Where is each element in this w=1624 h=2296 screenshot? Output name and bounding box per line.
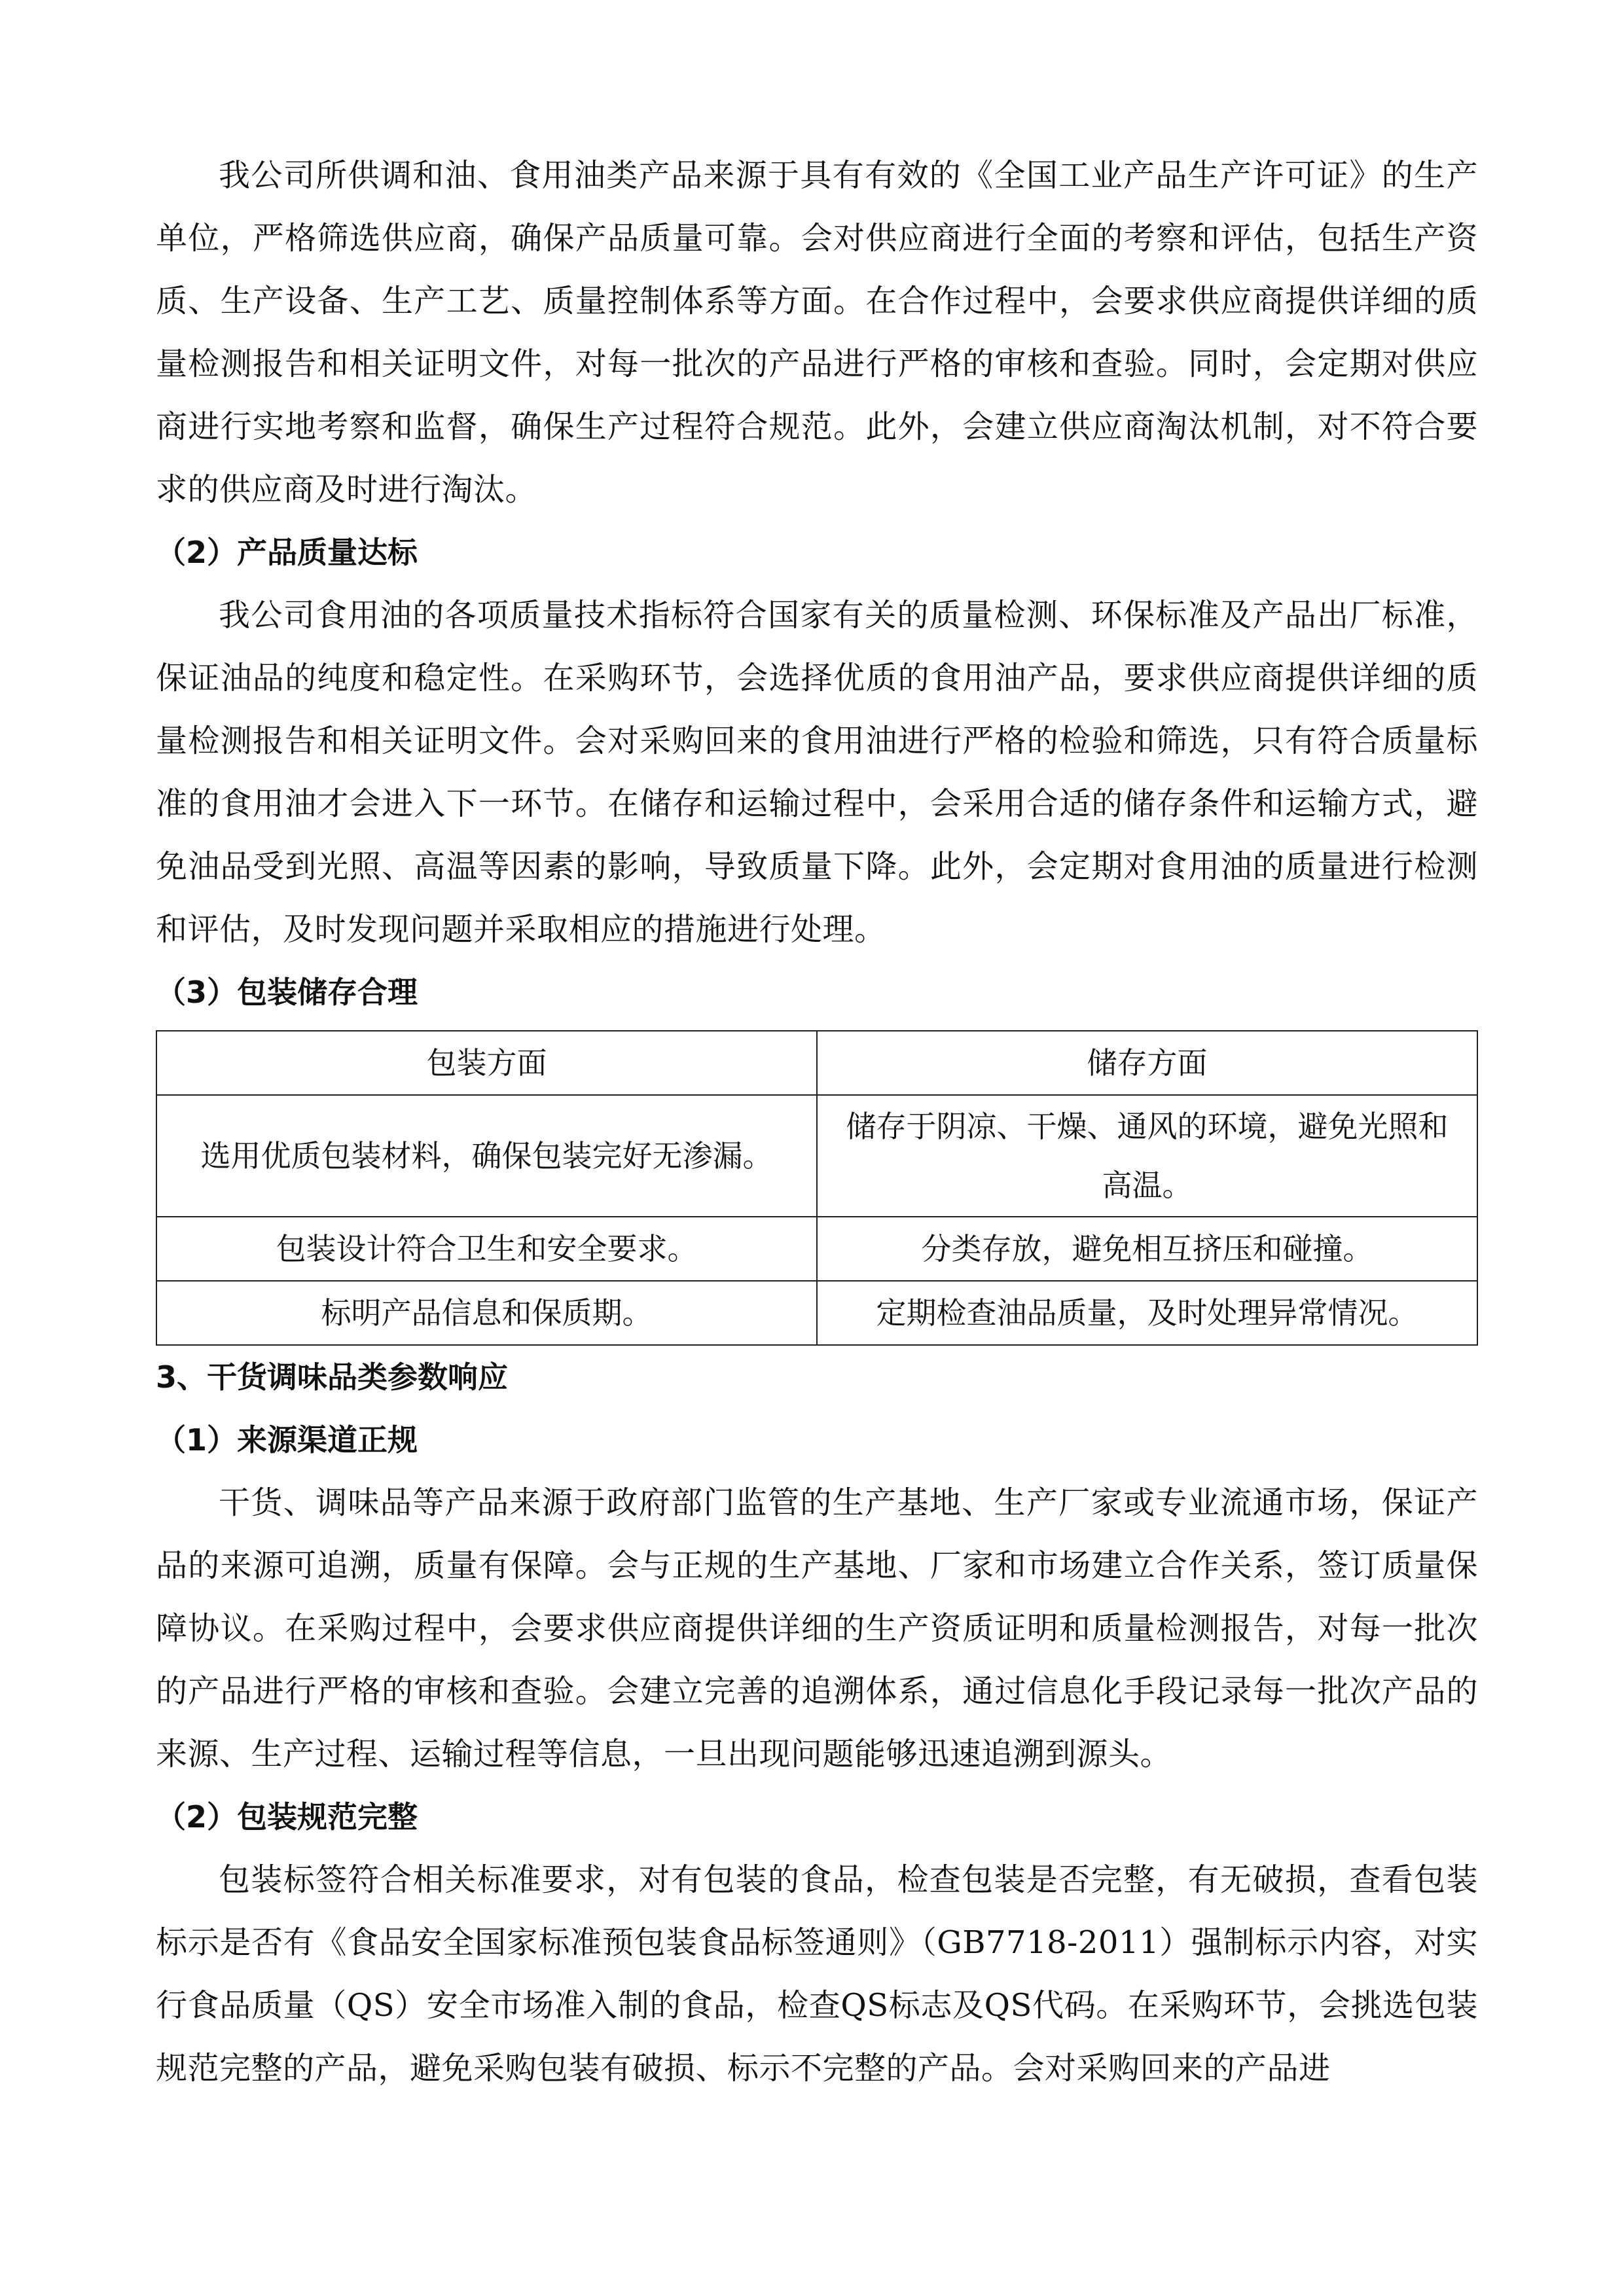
heading-source-channel: （1）来源渠道正规 [156, 1422, 418, 1458]
table-cell: 标明产品信息和保质期。 [156, 1281, 817, 1345]
table-row [156, 1217, 1477, 1281]
paragraph-source-channel: 干货、调味品等产品来源于政府部门监管的生产基地、生产厂家或专业流通市场，保证产品的来源可追溯，质量有保障。会与正规的生产基地、厂家和市场建立合作关系，签订质量保障协议。在采购过程中，会要求供应商提供详细的生产资质证明和质量检测报告，对每一批次的产品进行严格的审核和查验。会建立完善的追溯体系，通过信息化手段记录每一批次产品的来源、生产过程、运输过程等信息，一旦出现问题能够迅速追溯到源头。 [156, 1484, 1478, 1772]
paragraph-product-quality: 我公司食用油的各项质量技术指标符合国家有关的质量检测、环保标准及产品出厂标准，保证油品的纯度和稳定性。在采购环节，会选择优质的食用油产品，要求供应商提供详细的质量检测报告和相关证明文件。会对采购回来的食用油进行严格的检验和筛选，只有符合质量标准的食用油才会进入下一环节。在储存和运输过程中，会采用合适的储存条件和运输方式，避免油品受到光照、高温等因素的影响，导致质量下降。此外，会定期对食用油的质量进行检测和评估，及时发现问题并采取相应的措施进行处理。 [156, 597, 1478, 948]
heading-packaging-standard: （2）包装规范完整 [156, 1799, 418, 1835]
heading-dry-goods-seasoning: 3、干货调味品类参数响应 [156, 1359, 509, 1395]
table-row [156, 1281, 1477, 1345]
heading-packaging-storage: （3）包装储存合理 [156, 975, 418, 1010]
table-cell: 储存于阴凉、干燥、通风的环境，避免光照和高温。 [817, 1095, 1477, 1217]
table-cell: 分类存放，避免相互挤压和碰撞。 [817, 1217, 1477, 1281]
table-header-row [156, 1031, 1477, 1095]
packaging-storage-table [156, 1030, 1478, 1346]
paragraph-packaging-standard: 包装标签符合相关标准要求，对有包装的食品，检查包装是否完整，有无破损，查看包装标示是否有《食品安全国家标准预包装食品标签通则》（GB7718-2011）强制标示内容，对实行食品质量（QS）安全市场准入制的食品，检查QS标志及QS代码。在采购环节，会挑选包装规范完整的产品，避免采购包装有破损、标示不完整的产品。会对采购回来的产品进 [156, 1861, 1478, 2087]
table-cell: 包装设计符合卫生和安全要求。 [156, 1217, 817, 1281]
document-page [156, 144, 1478, 2100]
paragraph-supplier-screening: 我公司所供调和油、食用油类产品来源于具有有效的《全国工业产品生产许可证》的生产单位，严格筛选供应商，确保产品质量可靠。会对供应商进行全面的考察和评估，包括生产资质、生产设备、生产工艺、质量控制体系等方面。在合作过程中，会要求供应商提供详细的质量检测报告和相关证明文件，对每一批次的产品进行严格的审核和查验。同时，会定期对供应商进行实地考察和监督，确保生产过程符合规范。此外，会建立供应商淘汰机制，对不符合要求的供应商及时进行淘汰。 [156, 157, 1478, 508]
table-row [156, 1095, 1477, 1217]
heading-product-quality: （2）产品质量达标 [156, 535, 418, 570]
table-cell: 选用优质包装材料，确保包装完好无渗漏。 [156, 1095, 817, 1217]
table-header-cell: 储存方面 [817, 1031, 1477, 1095]
table-header-cell: 包装方面 [156, 1031, 817, 1095]
table-cell: 定期检查油品质量，及时处理异常情况。 [817, 1281, 1477, 1345]
